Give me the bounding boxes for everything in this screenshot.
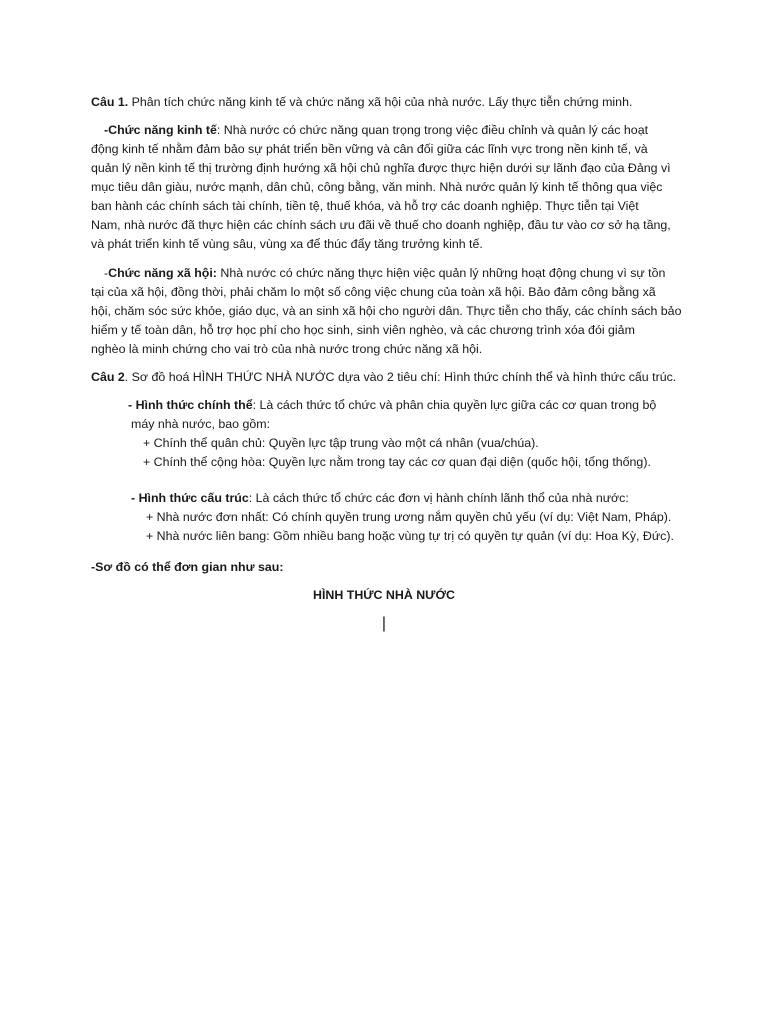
social-function-label: Chức năng xã hội: (108, 266, 217, 280)
structure-item-federal: + Nhà nước liên bang: Gồm nhiều bang hoặc vùng tự trị có quyền tự quản (ví dụ: Hoa Kỳ, Đức). (146, 529, 674, 543)
social-function-paragraph (91, 264, 691, 359)
question-1 (91, 93, 632, 112)
government-form-section (128, 396, 688, 472)
social-line-1: -Chức năng xã hội: Nhà nước có chức năng thực hiện việc quản lý những hoạt động chung vì sự tồn (104, 266, 666, 280)
social-line-5: nghèo là minh chứng cho vai trò của nhà nước trong chức năng xã hội. (91, 342, 483, 356)
economic-line-7: và phát triển kinh tế vùng sâu, vùng xa để thúc đẩy tăng trưởng kinh tế. (91, 237, 483, 251)
social-line-2: tại của xã hội, đồng thời, phải chăm lo một số công việc chung của toàn xã hội. Bảo đảm công bằng xã (91, 285, 656, 299)
question-1-label: Câu 1. (91, 95, 129, 109)
social-line-3: hội, chăm sóc sức khỏe, giáo dục, và an sinh xã hội cho người dân. Thực tiễn cho thấy, các chính sách bảo (91, 304, 682, 318)
government-item-republic: + Chính thể cộng hòa: Quyền lực nằm trong tay các cơ quan đại diện (quốc hội, tổng thống). (143, 455, 651, 469)
question-1-text: Phân tích chức năng kinh tế và chức năng xã hội của nhà nước. Lấy thực tiễn chứng minh. (128, 95, 633, 109)
diagram-connector: | (381, 615, 387, 632)
structure-form-label: - Hình thức cấu trúc (131, 491, 249, 505)
question-2 (91, 368, 676, 387)
social-line-4: hiểm y tế toàn dân, hỗ trợ học phí cho học sinh, sinh viên nghèo, và các chương trình xóa đói giảm (91, 323, 635, 337)
government-item-monarchy: + Chính thể quân chủ: Quyền lực tập trung vào một cá nhân (vua/chúa). (143, 436, 539, 450)
economic-line-6: Nam, nhà nước đã thực hiện các chính sách ưu đãi về thuế cho doanh nghiệp, đầu tư vào cơ sở hạ tầng, (91, 218, 671, 232)
economic-line-5: ban hành các chính sách tài chính, tiền tệ, thuế khóa, và hỗ trợ các doanh nghiệp. Thực tiễn tại Việt (91, 199, 639, 213)
question-2-text: . Sơ đồ hoá HÌNH THỨC NHÀ NƯỚC dựa vào 2 tiêu chí: Hình thức chính thể và hình thức cấu trúc. (124, 370, 677, 384)
diagram-title: HÌNH THỨC NHÀ NƯỚC (313, 588, 455, 602)
government-form-label: - Hình thức chính thể (128, 398, 253, 412)
government-form-line-2: máy nhà nước, bao gồm: (131, 417, 271, 431)
structure-form-line-1: - Hình thức cấu trúc: Là cách thức tổ chức các đơn vị hành chính lãnh thổ của nhà nước: (131, 491, 629, 505)
economic-function-label: -Chức năng kinh tế (104, 123, 217, 137)
economic-line-4: mục tiêu dân giàu, nước mạnh, dân chủ, công bằng, văn minh. Nhà nước quản lý kinh tế thông qua việc (91, 180, 663, 194)
economic-line-2: động kinh tế nhằm đảm bảo sự phát triển bền vững và cân đối giữa các lĩnh vực trong nền kinh tế, và (91, 142, 648, 156)
structure-form-section (131, 489, 691, 546)
question-2-label: Câu 2 (91, 370, 125, 384)
economic-function-paragraph (91, 121, 691, 254)
structure-item-unitary: + Nhà nước đơn nhất: Có chính quyền trung ương nắm quyền chủ yếu (ví dụ: Việt Nam, Pháp). (146, 510, 672, 524)
economic-line-1: -Chức năng kinh tế: Nhà nước có chức năng quan trọng trong việc điều chỉnh và quản lý các hoạt (104, 123, 649, 137)
diagram-intro: -Sơ đồ có thể đơn gian như sau: (91, 560, 284, 574)
economic-line-3: quản lý nền kinh tế thị trường định hướng xã hội chủ nghĩa được thực hiện dưới sự lãnh đạo của Đảng vì (91, 161, 671, 175)
government-form-line-1: - Hình thức chính thể: Là cách thức tổ chức và phân chia quyền lực giữa các cơ quan trong bộ (128, 398, 657, 412)
